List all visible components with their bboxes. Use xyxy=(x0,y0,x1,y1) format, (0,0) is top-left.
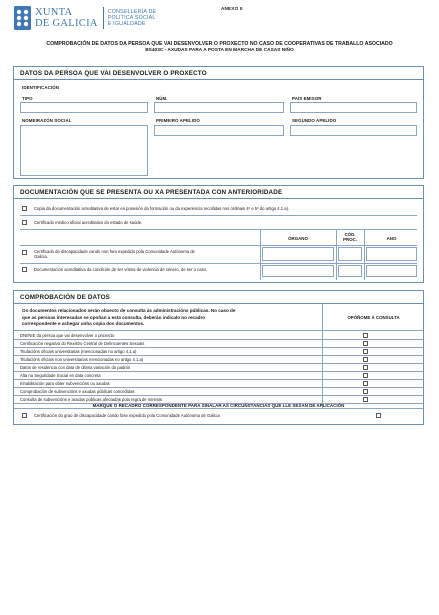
oppose-consultation-checkbox[interactable] xyxy=(363,373,368,378)
section-title: DATOS DA PERSOA QUE VAI DESENVOLVER O PROXECTO xyxy=(20,70,207,77)
proc-code-header-line-1: CÓD. xyxy=(344,232,356,237)
section-divider xyxy=(14,303,423,304)
section-title: COMPROBACIÓN DE DATOS xyxy=(20,294,111,301)
type-label: TIPO xyxy=(22,96,33,101)
row-divider xyxy=(20,263,417,264)
second-surname-field[interactable] xyxy=(290,125,417,136)
verification-intro-line-3: correspondente e achegar unha copia dos documentos. xyxy=(22,321,145,327)
brand-line-2: DE GALICIA xyxy=(35,18,98,29)
issuer-country-label: PAÍS EMISOR xyxy=(292,96,322,101)
column-divider xyxy=(364,229,365,280)
doc-training-checkbox[interactable] xyxy=(22,206,27,211)
disability-grade-left-checkbox[interactable] xyxy=(22,413,27,418)
oppose-consultation-checkbox[interactable] xyxy=(363,357,368,362)
verification-row-label: Consulta de subvencións e axudas públicas afectadas pola regra de minimis xyxy=(20,396,162,402)
section-title: DOCUMENTACIÓN QUE SE PRESENTA OU XA PRESENTADA CON ANTERIORIDADE xyxy=(20,189,283,196)
galicia-crest-icon xyxy=(14,6,31,30)
doc-disability-checkbox[interactable] xyxy=(22,250,27,255)
annex-label: ANEXO II xyxy=(221,6,243,11)
disability-grade-text: Certificación do grao de discapacidade cando fose expedido pola Comunidade Autónoma de Galicia xyxy=(34,413,220,418)
oppose-consultation-checkbox[interactable] xyxy=(363,341,368,346)
verification-row-label: Datos de residencia con data de última variación do padrón xyxy=(20,364,131,370)
number-field[interactable] xyxy=(154,102,284,113)
section-divider xyxy=(14,198,423,199)
verification-intro xyxy=(22,308,322,328)
first-surname-label: PRIMEIRO APELIDO xyxy=(156,118,200,123)
oppose-consultation-checkbox[interactable] xyxy=(363,333,368,338)
doc-disability-line-1: Certificado de discapacidade cando non fora expedido pola Comunidade Autónoma de xyxy=(34,249,195,254)
doc-disability-text xyxy=(34,249,195,260)
violence-organ-field[interactable] xyxy=(262,265,334,277)
column-divider xyxy=(336,229,337,280)
row-divider xyxy=(20,215,417,216)
oppose-consultation-checkbox[interactable] xyxy=(363,397,368,402)
column-divider xyxy=(260,229,261,280)
brand-name xyxy=(35,7,98,29)
doc-training-text: Copia da documentación acreditativa de estar en posesión da formación ou da experiencia recollidas nos ordinais 4º e 5º do artigo 4.1.a). xyxy=(34,206,290,211)
section-divider xyxy=(14,79,423,80)
issuer-country-field[interactable] xyxy=(290,102,417,113)
verification-row-label: Titulacións oficiais universitarias (mencionadas no artigo 4.1.a) xyxy=(20,348,137,354)
row-divider xyxy=(20,245,417,246)
number-label: NÚM. xyxy=(156,96,168,101)
doc-medical-text: Certificado médico oficial acreditativo do estado de saúde. xyxy=(34,220,143,225)
document-title: COMPROBACIÓN DE DATOS DA PERSOA QUE VAI DESENVOLVER O PROXECTO NO CASO DE COOPERATIVAS DE TRABALLO ASOCIADO xyxy=(46,41,393,47)
mark-header: MARQUE O RECADRO CORRESPONDENTE PARA SINALAR AS CIRCUNSTANCIAS QUE LLE SEXAN DE APLICACIÓN xyxy=(92,403,345,408)
section-data-verification xyxy=(13,290,424,425)
verification-row-label: Comprobación de subvencións e axudas públicas concedidas xyxy=(20,388,135,394)
doc-disability-line-2: Galicia. xyxy=(34,254,48,260)
department-line-3: E IGUALDADE xyxy=(107,21,146,27)
verification-row-label: Certificación negativa do Rexistro Central de Delincuentes Sexuais xyxy=(20,340,145,346)
row-divider xyxy=(20,229,417,230)
second-surname-label: SEGUNDO APELIDO xyxy=(292,118,337,123)
oppose-column-header: OPÓÑOME Á CONSULTA xyxy=(347,315,400,320)
oppose-consultation-checkbox[interactable] xyxy=(363,365,368,370)
doc-medical-checkbox[interactable] xyxy=(22,220,27,225)
section-applicant-data xyxy=(13,66,424,179)
xunta-logo xyxy=(14,6,156,30)
section-documentation xyxy=(13,185,424,283)
identification-label: IDENTIFICACIÓN xyxy=(22,85,60,90)
organ-column-header: ÓRGANO xyxy=(288,236,308,241)
department-line-1: CONSELLERÍA DE xyxy=(107,9,157,15)
violence-year-field[interactable] xyxy=(366,265,417,277)
document-subtitle: BS403C - AXUDAS PARA A POSTA EN MARCHA DE CASAS NIÑO xyxy=(145,48,294,53)
disability-grade-right-checkbox[interactable] xyxy=(376,413,381,418)
row-divider xyxy=(14,330,423,331)
social-name-field[interactable] xyxy=(20,125,148,176)
department-name xyxy=(108,9,156,27)
page-header xyxy=(14,6,424,32)
doc-violence-text: Documentación acreditativa da condición de ser vítima de violencia de xénero, de ser o caso. xyxy=(34,267,208,272)
doc-violence-checkbox[interactable] xyxy=(22,267,27,272)
proc-code-header-line-2: PROC. xyxy=(343,237,357,243)
proc-code-column-header xyxy=(336,232,364,243)
verification-row-label: Titulacións oficiais non universitarias mencionadas no artigo 4.1.a) xyxy=(20,356,144,362)
verification-intro-line-1: Os documentos relacionados serán obxecto de consulta ás administracións públicas. No caso de xyxy=(22,308,236,313)
logo-divider xyxy=(103,7,104,29)
verification-intro-line-2: que as persoas interesadas se opoñan a esta consulta, deberán indicalo no recadro xyxy=(22,314,206,320)
social-name-label: NOMEIRAZÓN SOCIAL xyxy=(22,118,72,123)
oppose-consultation-checkbox[interactable] xyxy=(363,389,368,394)
first-surname-field[interactable] xyxy=(154,125,284,136)
disability-organ-field[interactable] xyxy=(262,247,334,261)
year-column-header: ANO xyxy=(386,236,397,241)
oppose-consultation-checkbox[interactable] xyxy=(363,349,368,354)
verification-row-label: Alta na Seguridade Social en data concreta xyxy=(20,372,101,378)
department-line-2: POLÍTICA SOCIAL xyxy=(107,15,156,21)
brand-line-1: XUNTA xyxy=(35,7,73,18)
verification-row-label: Inhabilitación para obter subvencións ou axudas xyxy=(20,380,110,386)
type-field[interactable] xyxy=(20,102,148,113)
disability-year-field[interactable] xyxy=(366,247,417,261)
disability-proc-code-field[interactable] xyxy=(338,247,362,261)
verification-row-label: DNI/NIE da persoa que vai desenvolver o proxecto xyxy=(20,332,115,338)
violence-proc-code-field[interactable] xyxy=(338,265,362,277)
oppose-consultation-checkbox[interactable] xyxy=(363,381,368,386)
